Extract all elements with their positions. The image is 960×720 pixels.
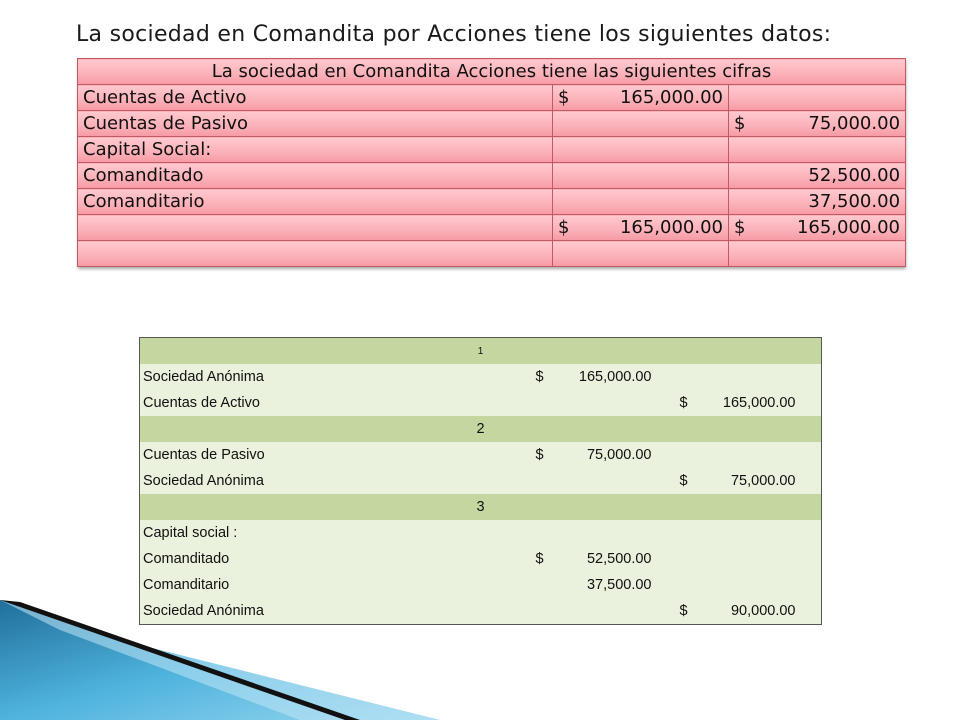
- entry-number: 1: [140, 338, 822, 365]
- figure-row: [78, 163, 906, 189]
- figure-amount-col2: [729, 85, 906, 111]
- credit-cell: [677, 364, 822, 390]
- entry-number-row: [140, 416, 822, 442]
- entry-number: 3: [140, 494, 822, 520]
- currency-symbol: $: [558, 87, 570, 108]
- debit-cell: [533, 468, 677, 494]
- debit-amount: 165,000.00: [578, 369, 652, 385]
- debit-cell: [533, 520, 677, 546]
- figure-label: Comanditario: [78, 189, 553, 215]
- currency-symbol: $: [679, 395, 688, 411]
- journal-line: [140, 572, 822, 598]
- figure-label: Cuentas de Pasivo: [78, 111, 553, 137]
- journal-entries-table: [139, 337, 822, 625]
- figure-amount-col1: [553, 137, 729, 163]
- credit-cell: [677, 546, 822, 572]
- amount-value: 165,000.00: [619, 87, 723, 108]
- journal-line: [140, 520, 822, 546]
- currency-symbol: $: [535, 447, 544, 463]
- amount-value: 165,000.00: [796, 217, 901, 238]
- figure-amount-col2: [729, 241, 906, 267]
- entry-number-row: [140, 494, 822, 520]
- debit-cell: [533, 572, 677, 598]
- amount-wrap: [734, 165, 900, 186]
- currency-symbol: $: [734, 113, 746, 134]
- figure-label: Cuentas de Activo: [78, 85, 553, 111]
- figure-amount-col1: [553, 215, 729, 241]
- currency-symbol: $: [679, 473, 688, 489]
- figure-amount-col1: [553, 189, 729, 215]
- credit-amount-wrap: [680, 395, 796, 411]
- figure-amount-col1: [553, 241, 729, 267]
- figure-amount-col2: [729, 189, 906, 215]
- account-name: Cuentas de Activo: [140, 390, 533, 416]
- account-name: Cuentas de Pasivo: [140, 442, 533, 468]
- debit-amount-wrap: [536, 369, 652, 385]
- journal-line: [140, 364, 822, 390]
- amount-wrap: [558, 87, 723, 108]
- credit-cell: [677, 520, 822, 546]
- credit-amount-wrap: [680, 473, 796, 489]
- currency-symbol: $: [535, 369, 544, 385]
- amount-wrap: [734, 191, 900, 212]
- amount-wrap: [734, 217, 900, 238]
- credit-amount: 90,000.00: [730, 603, 796, 619]
- figure-row: [78, 137, 906, 163]
- debit-amount-wrap: [536, 577, 652, 593]
- entry-number-row: [140, 338, 822, 365]
- figure-row: [78, 189, 906, 215]
- journal-line: [140, 442, 822, 468]
- figure-amount-col2: [729, 111, 906, 137]
- debit-cell: [533, 442, 677, 468]
- figure-amount-col2: [729, 137, 906, 163]
- amount-value: 52,500.00: [808, 165, 901, 186]
- account-name: Comanditario: [140, 572, 533, 598]
- account-name: Capital social :: [140, 520, 533, 546]
- credit-cell: [677, 468, 822, 494]
- credit-cell: [677, 442, 822, 468]
- decorative-wedge: [0, 600, 960, 720]
- figure-row: [78, 111, 906, 137]
- figure-row: [78, 215, 906, 241]
- debit-amount-wrap: [536, 551, 652, 567]
- figure-amount-col1: [553, 163, 729, 189]
- debit-cell: [533, 546, 677, 572]
- figure-amount-col1: [553, 85, 729, 111]
- figure-row: [78, 241, 906, 267]
- account-name: Sociedad Anónima: [140, 468, 533, 494]
- journal-line: [140, 546, 822, 572]
- journal-line: [140, 468, 822, 494]
- debit-amount: 52,500.00: [586, 551, 652, 567]
- debit-cell: [533, 390, 677, 416]
- figure-label: [78, 215, 553, 241]
- figure-label: [78, 241, 553, 267]
- currency-symbol: $: [734, 217, 746, 238]
- credit-amount: 75,000.00: [730, 473, 796, 489]
- table-title-row: [78, 59, 906, 85]
- figure-label: Comanditado: [78, 163, 553, 189]
- figure-row: [78, 85, 906, 111]
- figure-label: Capital Social:: [78, 137, 553, 163]
- debit-amount: 37,500.00: [586, 577, 652, 593]
- figure-amount-col2: [729, 163, 906, 189]
- account-name: Sociedad Anónima: [140, 364, 533, 390]
- entry-number: 2: [140, 416, 822, 442]
- currency-symbol: $: [535, 551, 544, 567]
- credit-cell: [677, 390, 822, 416]
- figure-amount-col1: [553, 111, 729, 137]
- amount-value: 75,000.00: [808, 113, 901, 134]
- amount-value: 165,000.00: [619, 217, 723, 238]
- journal-line: [140, 390, 822, 416]
- debit-amount: 75,000.00: [586, 447, 652, 463]
- account-name: Sociedad Anónima: [140, 598, 533, 625]
- debit-amount-wrap: [536, 447, 652, 463]
- account-name: Comanditado: [140, 546, 533, 572]
- credit-amount: 165,000.00: [722, 395, 796, 411]
- amount-wrap: [734, 113, 900, 134]
- credit-cell: [677, 572, 822, 598]
- figure-amount-col2: [729, 215, 906, 241]
- currency-symbol: $: [679, 603, 688, 619]
- amount-value: 37,500.00: [808, 191, 901, 212]
- table-title: La sociedad en Comandita Acciones tiene las siguientes cifras: [78, 59, 906, 85]
- amount-wrap: [558, 217, 723, 238]
- company-figures-table: [77, 58, 905, 267]
- currency-symbol: $: [558, 217, 570, 238]
- debit-cell: [533, 364, 677, 390]
- page-heading: La sociedad en Comandita por Acciones tiene los siguientes datos:: [76, 22, 832, 47]
